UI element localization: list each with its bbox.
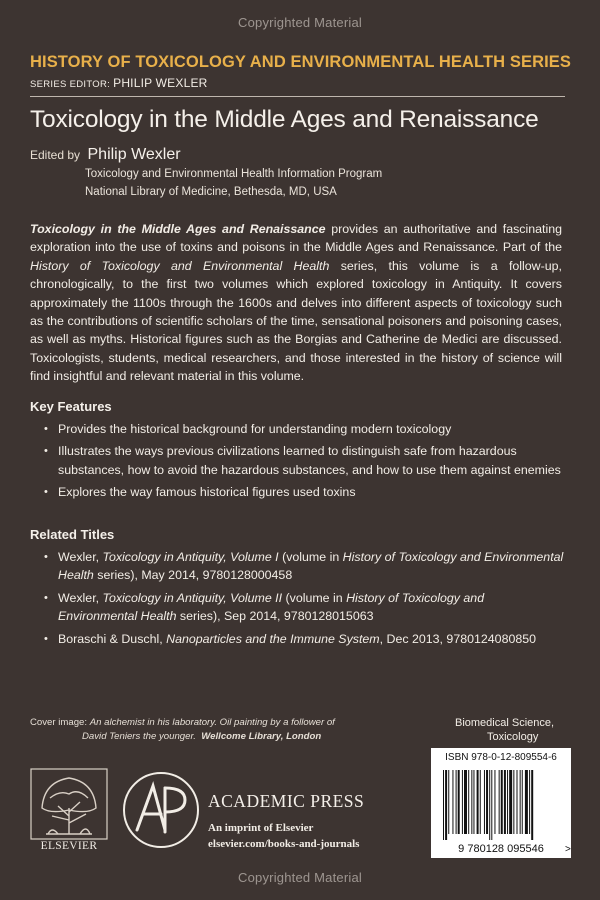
related-title: Nanoparticles and the Immune System (166, 631, 380, 646)
related-author: Wexler, (58, 590, 103, 605)
related-titles-list (44, 548, 564, 652)
svg-text:>: > (565, 844, 571, 855)
description-series-ref: History of Toxicology and Environmental Health (30, 258, 330, 273)
academic-press-logo-icon (121, 770, 201, 850)
related-series: History of Toxicology and Environmental Health (58, 590, 485, 624)
related-mid: , Dec 2013, 9780124080850 (379, 631, 537, 646)
divider (30, 96, 565, 97)
description-part2: series, this volume is a follow-up, chronologically, to the first two volumes which explored toxicology in Antiquity. It covers approximately the 1100s through the 1600s and delves into different aspects of toxicology such as the contributions of scientific scholars of the time, sensational poisoners and poisoning cases, as well as myths. Historical figures such as the Borgias and Catherine de Medici are discussed. Toxicologists, students, medical researchers, and those interested in the history of science will find insightful and relevant material in this volume. (30, 258, 562, 384)
elsevier-wordmark: ELSEVIER (40, 840, 98, 852)
related-series: History of Toxicology and Environmental Health (58, 550, 564, 583)
related-tail: series), May 2014, 9780128000458 (93, 568, 293, 583)
barcode-icon (431, 766, 571, 856)
series-editor-label: SERIES EDITOR: (30, 79, 111, 90)
subject-line-2: Toxicology (487, 731, 539, 743)
key-feature-text: Illustrates the ways previous civilizations learned to distinguish safe from hazardous substances, how to avoid the hazardous substances, and how to use them against enemies (58, 444, 561, 477)
editor-affiliation-library: National Library of Medicine, Bethesda, MD, USA (85, 186, 337, 198)
bullet-icon: • (44, 445, 48, 458)
cover-credit-source: Wellcome Library, London (201, 731, 322, 742)
related-mid: (volume in (282, 590, 347, 605)
key-features-list (44, 420, 564, 506)
bullet-icon: • (44, 423, 48, 435)
key-feature-text: Provides the historical background for understanding modern toxicology (58, 422, 452, 436)
editor-name: Philip Wexler (87, 146, 181, 163)
publisher-imprint: An imprint of Elsevier (208, 822, 314, 834)
related-title: Toxicology in Antiquity, Volume I (102, 550, 279, 564)
watermark-bottom: Copyrighted Material (238, 870, 362, 885)
key-features-heading: Key Features (30, 399, 112, 414)
bullet-icon: • (44, 551, 48, 563)
related-mid: (volume in (278, 550, 343, 564)
related-titles-heading: Related Titles (30, 527, 115, 542)
watermark-top: Copyrighted Material (238, 15, 362, 30)
list-item (44, 630, 564, 648)
list-item (44, 420, 564, 438)
description-part1: provides an authoritative and fascinating exploration into the use of toxins and poisons in the Middle Ages and Renaissance. Part of the (30, 222, 562, 255)
publisher-url: elsevier.com/books-and-journals (208, 838, 360, 850)
related-tail: series), Sep 2014, 9780128015063 (176, 609, 374, 624)
isbn-label: ISBN 978-0-12-809554-6 (445, 752, 557, 763)
publisher-name: ACADEMIC PRESS (208, 791, 365, 811)
edited-by (30, 146, 181, 164)
series-editor-name: PHILIP WEXLER (113, 76, 208, 90)
list-item (44, 548, 564, 585)
list-item (44, 442, 564, 479)
list-item (44, 483, 564, 501)
related-author: Boraschi & Duschl, (58, 631, 167, 646)
key-feature-text: Explores the way famous historical figures used toxins (58, 485, 356, 500)
isbn-digits: 9 780128 095546 (458, 843, 544, 855)
editor-affiliation-program: Toxicology and Environmental Health Information Program (85, 168, 383, 180)
cover-credit-text-2: David Teniers the younger. (82, 731, 196, 742)
book-description (30, 220, 562, 386)
cover-credit-text: An alchemist in his laboratory. Oil painting by a follower of (89, 717, 335, 728)
series-title: HISTORY OF TOXICOLOGY AND ENVIRONMENTAL HEALTH SERIES (30, 53, 571, 71)
bullet-icon: • (44, 632, 48, 645)
cover-image-credit (30, 716, 380, 744)
subject-category (455, 716, 565, 744)
related-author: Wexler, (58, 550, 103, 564)
list-item (44, 589, 564, 626)
series-editor (30, 76, 208, 90)
book-title: Toxicology in the Middle Ages and Renaissance (30, 106, 539, 133)
bullet-icon: • (44, 486, 48, 499)
bullet-icon: • (44, 591, 48, 604)
barcode (431, 748, 571, 858)
subject-line-1: Biomedical Science, (455, 717, 555, 729)
cover-credit-label: Cover image: (30, 717, 90, 728)
related-title: Toxicology in Antiquity, Volume II (102, 590, 283, 605)
description-lead: Toxicology in the Middle Ages and Renaissance (30, 222, 326, 236)
edited-by-label: Edited by (30, 148, 81, 162)
